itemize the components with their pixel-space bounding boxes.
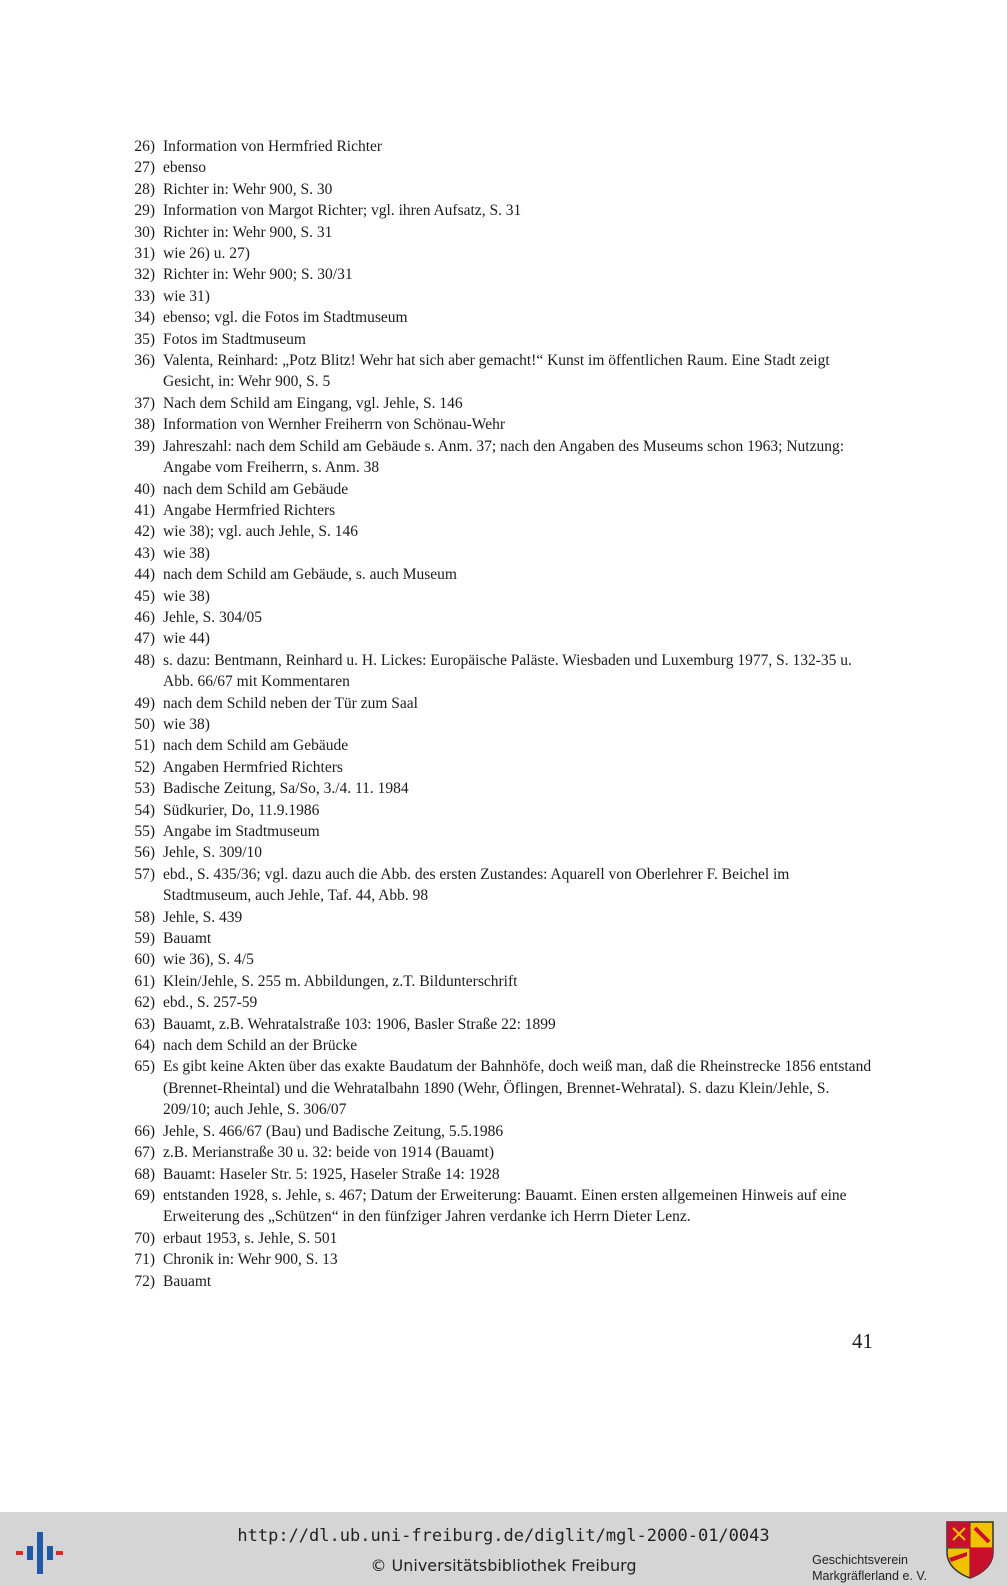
footnote-item	[118, 864, 878, 907]
footnote-item	[118, 1271, 878, 1292]
footnote-number: 45)	[134, 587, 155, 605]
footnote-text: Angabe Hermfried Richters	[163, 501, 336, 519]
footnote-item	[118, 1142, 878, 1163]
footnote-item	[118, 136, 878, 157]
footnote-number: 50)	[134, 715, 155, 733]
footnote-text: ebd., S. 435/36; vgl. dazu auch die Abb. des ersten Zustandes: Aquarell von Oberlehrer F. Beichel im Stadtmuseum, auch Jehle, Taf. 44, Abb. 98	[163, 865, 790, 905]
footnote-text: Angabe im Stadtmuseum	[163, 823, 320, 840]
footnote-item	[118, 479, 878, 500]
footnote-text: Information von Wernher Freiherrn von Schönau-Wehr	[163, 416, 505, 434]
footnote-text: Information von Margot Richter; vgl. ihren Aufsatz, S. 31	[163, 202, 522, 220]
page-number: 41	[852, 1329, 873, 1353]
footnote-item	[118, 1014, 878, 1035]
footnote-item	[118, 564, 878, 585]
footnote-item	[118, 757, 878, 778]
footnote-item	[118, 1121, 878, 1142]
footnote-number: 53)	[134, 780, 155, 798]
footnote-text: wie 36), S. 4/5	[163, 951, 254, 969]
footnote-number: 39)	[134, 437, 155, 455]
footnote-text: Jehle, S. 466/67 (Bau) und Badische Zeitung, 5.5.1986	[163, 1122, 504, 1140]
footnote-text: entstanden 1928, s. Jehle, s. 467; Datum der Erweiterung: Bauamt. Einen ersten allgemeinen Hinweis auf eine Erweiterung des „Schützen“ in den fünfziger Jahren verdanke ich Herrn Dieter Lenz.	[163, 1186, 847, 1226]
footnote-item	[118, 414, 878, 435]
footnote-number: 37)	[134, 394, 155, 412]
footnote-text: wie 26) u. 27)	[163, 245, 250, 263]
footnote-number: 49)	[134, 694, 155, 712]
footnote-text: ebd., S. 257-59	[163, 994, 258, 1012]
footnote-number: 52)	[134, 758, 155, 776]
footnote-number: 72)	[134, 1272, 155, 1290]
footnote-number: 64)	[134, 1037, 155, 1055]
footnote-item	[118, 243, 878, 264]
footnotes-list	[118, 136, 878, 1292]
footnote-item	[118, 200, 878, 221]
footnote-number: 59)	[134, 930, 155, 948]
footnote-item	[118, 329, 878, 350]
footnote-item	[118, 693, 878, 714]
copyright-text: © Universitätsbibliothek Freiburg	[370, 1556, 637, 1575]
footnote-number: 51)	[134, 737, 155, 755]
footnote-text: wie 31)	[163, 287, 210, 305]
footnote-item	[118, 1185, 878, 1228]
footnote-number: 35)	[134, 330, 155, 348]
footnote-number: 55)	[134, 823, 155, 840]
footnote-item	[118, 650, 878, 693]
footnote-number: 71)	[134, 1251, 155, 1269]
coat-of-arms-icon	[945, 1520, 995, 1580]
footnote-number: 33)	[134, 287, 155, 305]
footnote-text: Jehle, S. 309/10	[163, 844, 263, 862]
footnote-item	[118, 157, 878, 178]
footnote-text: Nach dem Schild am Eingang, vgl. Jehle, S. 146	[163, 394, 463, 412]
footnote-number: 28)	[134, 180, 155, 198]
footnote-number: 63)	[134, 1015, 155, 1033]
footnote-text: z.B. Merianstraße 30 u. 32: beide von 1914 (Bauamt)	[163, 1144, 495, 1162]
society-name-line1: Geschichtsverein	[812, 1553, 908, 1567]
footnote-text: Südkurier, Do, 11.9.1986	[163, 801, 320, 819]
footnote-item	[118, 222, 878, 243]
footnote-text: wie 38)	[163, 544, 210, 562]
document-url-link[interactable]: http://dl.ub.uni-freiburg.de/diglit/mgl-2000-01/0043	[237, 1526, 770, 1546]
footnote-text: wie 38); vgl. auch Jehle, S. 146	[163, 523, 359, 541]
footnote-number: 58)	[134, 908, 155, 926]
footnote-number: 47)	[134, 630, 155, 648]
footnote-text: Richter in: Wehr 900, S. 31	[163, 223, 333, 241]
footnote-number: 66)	[134, 1122, 155, 1140]
footnote-text: Information von Hermfried Richter	[163, 138, 383, 155]
footnote-text: s. dazu: Bentmann, Reinhard u. H. Lickes: Europäische Paläste. Wiesbaden und Luxemburg 1977, S. 132-35 u. Abb. 66/67 mit Kommentaren	[163, 651, 852, 691]
footnote-number: 69)	[134, 1186, 155, 1204]
footnote-number: 34)	[134, 309, 155, 327]
footnote-number: 44)	[134, 566, 155, 584]
footnote-number: 65)	[134, 1058, 155, 1076]
footnote-item	[118, 521, 878, 542]
footnote-number: 42)	[134, 523, 155, 541]
footnote-text: Klein/Jehle, S. 255 m. Abbildungen, z.T. Bildunterschrift	[163, 972, 518, 990]
footnote-text: Richter in: Wehr 900, S. 30	[163, 180, 333, 198]
footnote-text: Bauamt: Haseler Str. 5: 1925, Haseler Straße 14: 1928	[163, 1165, 500, 1183]
footnote-number: 30)	[134, 223, 155, 241]
footnote-item	[118, 179, 878, 200]
footnote-text: Bauamt	[163, 1272, 212, 1290]
footnote-text: Es gibt keine Akten über das exakte Baudatum der Bahnhöfe, doch weiß man, daß die Rheinstrecke 1856 entstand (Brennet-Rheintal) und die Wehratalbahn 1890 (Wehr, Öflingen, Brennet-Wehratal). S. dazu Klein/Jehle, S. 209/10; auch Jehle, S. 306/07	[163, 1058, 872, 1119]
footnote-number: 26)	[134, 138, 155, 155]
footnote-number: 68)	[134, 1165, 155, 1183]
footnote-text: nach dem Schild am Gebäude, s. auch Museum	[163, 566, 457, 584]
footnote-number: 54)	[134, 801, 155, 819]
footnote-text: nach dem Schild am Gebäude	[163, 480, 349, 498]
footnote-item	[118, 1249, 878, 1270]
footnote-item	[118, 500, 878, 521]
footnote-number: 62)	[134, 994, 155, 1012]
footnote-item	[118, 971, 878, 992]
footnote-item	[118, 628, 878, 649]
footnote-text: wie 44)	[163, 630, 210, 648]
footer-bar	[0, 1512, 1007, 1585]
footnote-item	[118, 778, 878, 799]
footnote-text: Chronik in: Wehr 900, S. 13	[163, 1251, 338, 1269]
footnote-text: nach dem Schild neben der Tür zum Saal	[163, 694, 418, 712]
footnote-item	[118, 607, 878, 628]
footnote-item	[118, 842, 878, 863]
footnote-text: Fotos im Stadtmuseum	[163, 330, 306, 348]
footnote-item	[118, 907, 878, 928]
footnote-text: ebenso	[163, 159, 207, 177]
footnote-item	[118, 436, 878, 479]
footnote-number: 36)	[134, 352, 155, 370]
society-name	[812, 1552, 927, 1584]
footnote-item	[118, 714, 878, 735]
footnote-number: 48)	[134, 651, 155, 669]
footnote-text: Jahreszahl: nach dem Schild am Gebäude s. Anm. 37; nach den Angaben des Museums schon 1963; Nutzung: Angabe vom Freiherrn, s. Anm. 38	[163, 437, 845, 477]
footnote-number: 56)	[134, 844, 155, 862]
society-name-line2: Markgräflerland e. V.	[812, 1569, 927, 1583]
footnote-number: 41)	[134, 501, 155, 519]
footnote-number: 70)	[134, 1229, 155, 1247]
footnote-number: 29)	[134, 202, 155, 220]
footnote-item	[118, 800, 878, 821]
footnote-text: wie 38)	[163, 715, 210, 733]
footnote-item	[118, 992, 878, 1013]
footnote-item	[118, 1228, 878, 1249]
footnote-item	[118, 307, 878, 328]
footnote-text: Jehle, S. 439	[163, 908, 243, 926]
footnote-number: 31)	[134, 245, 155, 263]
footnote-item	[118, 543, 878, 564]
footnote-number: 32)	[134, 266, 155, 284]
footnote-number: 43)	[134, 544, 155, 562]
footnote-number: 57)	[134, 865, 155, 883]
footnote-text: nach dem Schild am Gebäude	[163, 737, 349, 755]
footnote-item	[118, 1164, 878, 1185]
footnote-item	[118, 1035, 878, 1056]
footnote-number: 27)	[134, 159, 155, 177]
footnote-item	[118, 264, 878, 285]
footnote-item	[118, 393, 878, 414]
footnote-text: wie 38)	[163, 587, 210, 605]
footnote-text: Valenta, Reinhard: „Potz Blitz! Wehr hat sich aber gemacht!“ Kunst im öffentlichen Raum. Eine Stadt zeigt Gesicht, in: Wehr 900, S. 5	[163, 352, 830, 391]
footnote-text: erbaut 1953, s. Jehle, S. 501	[163, 1229, 338, 1247]
footnote-text: Jehle, S. 304/05	[163, 608, 263, 626]
footnote-text: nach dem Schild an der Brücke	[163, 1037, 358, 1055]
footnote-item	[118, 821, 878, 842]
footnote-item	[118, 928, 878, 949]
footnote-number: 67)	[134, 1144, 155, 1162]
footnote-number: 60)	[134, 951, 155, 969]
footnote-number: 40)	[134, 480, 155, 498]
footnote-item	[118, 735, 878, 756]
footnote-item	[118, 949, 878, 970]
footnote-number: 46)	[134, 608, 155, 626]
footnote-text: Bauamt, z.B. Wehratalstraße 103: 1906, Basler Straße 22: 1899	[163, 1015, 556, 1033]
footnote-item	[118, 350, 878, 393]
footnote-text: ebenso; vgl. die Fotos im Stadtmuseum	[163, 309, 408, 327]
footnote-text: Bauamt	[163, 930, 212, 948]
footnote-text: Angaben Hermfried Richters	[163, 758, 343, 776]
footnote-item	[118, 286, 878, 307]
footnote-text: Richter in: Wehr 900; S. 30/31	[163, 266, 353, 284]
footnote-item	[118, 1056, 878, 1120]
footnote-item	[118, 586, 878, 607]
footnote-number: 61)	[134, 972, 155, 990]
footnote-number: 38)	[134, 416, 155, 434]
footnote-text: Badische Zeitung, Sa/So, 3./4. 11. 1984	[163, 780, 409, 798]
